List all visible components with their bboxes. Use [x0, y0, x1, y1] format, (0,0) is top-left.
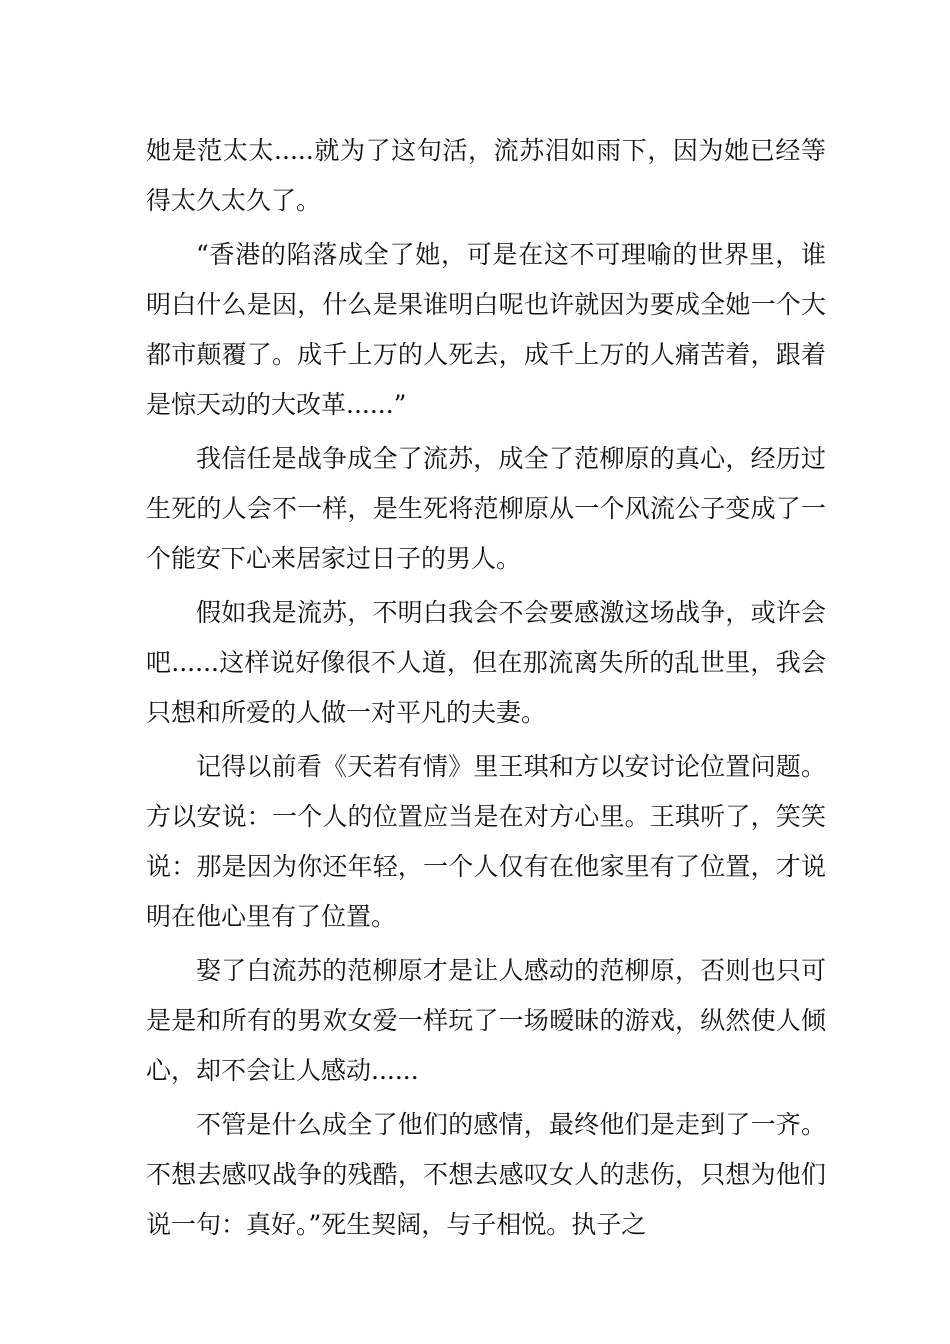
paragraph-2: “香港的陷落成全了她，可是在这不可理喻的世界里，谁明白什么是因，什么是果谁明白呢也许就因为要成全她一个大都市颠覆了。成千上万的人死去，成千上万的人痛苦着，跟着是惊天动的大改革......”: [146, 240, 826, 419]
paragraph-3: 我信任是战争成全了流苏，成全了范柳原的真心，经历过生死的人会不一样，是生死将范柳原从一个风流公子变成了一个能安下心来居家过日子的男人。: [146, 444, 826, 573]
paragraph-5: 记得以前看《天若有情》里王琪和方以安讨论位置问题。方以安说：一个人的位置应当是在对方心里。王琪听了，笑笑说：那是因为你还年轻，一个人仅有在他家里有了位置，才说明在他心里有了位置。: [146, 752, 826, 931]
document-body: [146, 126, 826, 1254]
paragraph-6: 娶了白流苏的范柳原才是让人感动的范柳原，否则也只可是是和所有的男欢女爱一样玩了一场暧昧的游戏，纵然使人倾心，却不会让人感动......: [146, 956, 826, 1085]
paragraph-1: 她是范太太.....就为了这句活，流苏泪如雨下，因为她已经等得太久太久了。: [146, 136, 826, 215]
paragraph-7: 不管是什么成全了他们的感情，最终他们是走到了一齐。不想去感叹战争的残酷，不想去感叹女人的悲伤，只想为他们说一句：真好。”死生契阔，与子相悦。执子之: [146, 1110, 826, 1239]
paragraph-4: 假如我是流苏，不明白我会不会要感激这场战争，或许会吧......这样说好像很不人道，但在那流离失所的乱世里，我会只想和所爱的人做一对平凡的夫妻。: [146, 598, 826, 727]
